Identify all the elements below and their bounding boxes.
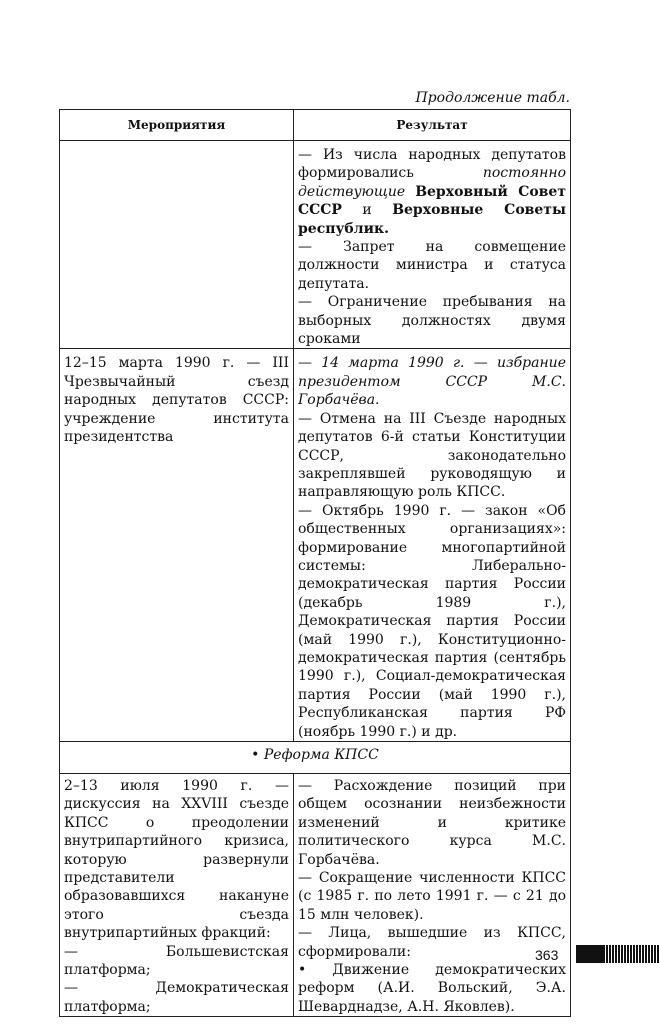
row1-conjunction: и [341,202,393,219]
row1-italic-text: постоянно действующие [298,165,566,200]
row2-events-text: 12–15 марта 1990 г. — III Чрезвычайный съезд народных депутатов СССР: учреждение института президентства [64,355,289,446]
table-row [60,349,571,742]
row4-result-para4: • Движение демократических реформ (А.И. Вольский, Э.А. Шеварднадзе, А.Н. Яковлев). [298,962,566,1015]
row1-events-cell [60,141,294,349]
table-row [60,141,571,349]
page-number: 363 [535,947,559,963]
page-edge-marker [576,945,660,963]
section-title-cpsu-reform: • Реформа КПСС [60,742,571,774]
row4-events-para3: — Демократическая платформа; [64,980,289,1015]
row1-text: — Из числа народных депутатов формировались [298,147,566,182]
row1-result-para2: — Запрет на совмещение должности министра и статуса депутата. [298,239,566,292]
table-continuation-caption: Продолжение табл. [415,90,570,106]
table-header-row [60,110,571,141]
table-row [60,774,571,1017]
row1-result-para3: — Ограничение пребывания на выборных должностях двумя сроками [298,294,566,348]
row1-bold-republic-soviets: Верховные Советы республик. [298,202,567,237]
row4-events-para2: — Большевистская платформа; [64,943,289,979]
row1-result-para1 [298,146,566,238]
header-events: Мероприятия [60,110,294,141]
row4-result-para1: — Расхождение позиций при общем осознании неизбежности изменений и критике политического курса М.С. Горбачёва. [298,778,566,868]
row1-result-cell [294,141,571,349]
row2-result-para2: — Отмена на III Съезде народных депутатов 6-й статьи Конституции СССР, законодательно закреплявшей руководящую и направляющую роль КПСС. [298,410,566,501]
row2-result-cell [294,349,571,742]
row4-result-para2: — Сокращение численности КПСС (с 1985 г. по лето 1991 г. — с 21 до 15 млн человек). [298,870,566,923]
events-table [59,109,571,1017]
header-result: Результат [294,110,571,141]
row2-result-para1: — 14 марта 1990 г. — избрание президентом СССР М.С. Горбачёва. [298,355,566,409]
row4-result-cell [294,774,571,1017]
row4-result-para3: — Лица, вышедшие из КПСС, сформировали: [298,925,566,960]
row2-events-cell [60,349,294,742]
row4-events-para1: 2–13 июля 1990 г. — дискуссия на XXVIII съезде КПСС о преодолении внутрипартийного кризиса, которую развернули представители образовавшихся накануне этого съезда внутрипартийных фракций: [64,778,289,942]
section-row [60,742,571,774]
row1-bold-supreme-soviet: Верховный Совет СССР [298,183,566,219]
row2-result-para3: — Октябрь 1990 г. — закон «Об общественных организациях»: формирование многопартийной системы: Либерально-демократическая партия России (декабрь 1989 г.), Демократическая партия России (май 1990 г.), Конституционно-демократическая партия (сентябрь 1990 г.), Социал-демократическая партия России (май 1990 г.), Республиканская партия РФ (ноябрь 1990 г.) и др. [298,502,566,740]
row4-events-cell [60,774,294,1017]
